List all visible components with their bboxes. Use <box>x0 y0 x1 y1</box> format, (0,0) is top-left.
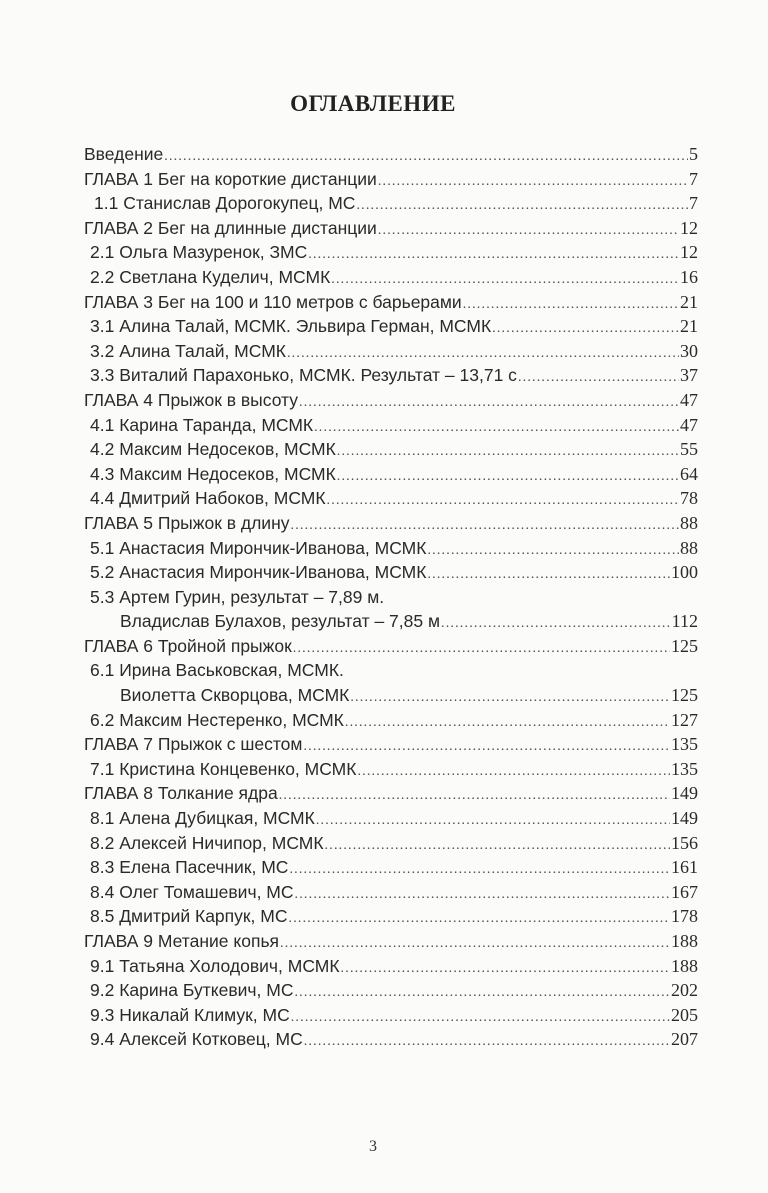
dot-leader <box>299 391 679 416</box>
toc-entry-page: 167 <box>671 881 698 902</box>
toc-entry-page: 205 <box>671 1004 698 1025</box>
toc-entry[interactable] <box>84 388 698 413</box>
toc-entry-page: 112 <box>671 611 698 632</box>
toc-entry-page: 100 <box>671 562 698 583</box>
toc-entry-label: 4.3 Максим Недосеков, МСМК <box>90 463 336 484</box>
toc-entry[interactable] <box>84 658 698 683</box>
toc-entry-label: Виолетта Скворцова, МСМК <box>120 685 350 706</box>
toc-entry[interactable] <box>84 1027 698 1052</box>
dot-leader <box>441 612 671 637</box>
toc-entry-label: 8.2 Алексей Ничипор, МСМК <box>90 832 324 853</box>
toc-entry[interactable] <box>84 363 698 388</box>
toc-entry-label: ГЛАВА 3 Бег на 100 и 110 метров с барьерами <box>84 291 462 312</box>
toc-entry-label: 3.1 Алина Талай, МСМК. Эльвира Герман, МСМК <box>90 316 492 337</box>
toc-entry-page: 47 <box>680 389 698 410</box>
toc-entry[interactable] <box>84 314 698 339</box>
toc-entry-label: 2.2 Светлана Куделич, МСМК <box>90 266 331 287</box>
toc-entry[interactable] <box>84 437 698 462</box>
toc-entry[interactable] <box>84 167 698 192</box>
dot-leader <box>492 317 679 342</box>
toc-entry-label: 2.1 Ольга Мазуренок, ЗМС <box>90 242 308 263</box>
dot-leader <box>378 170 688 195</box>
toc-entry-page: 7 <box>689 168 698 189</box>
dot-leader <box>356 194 688 219</box>
toc-entry-page: 161 <box>671 857 698 878</box>
toc-entry[interactable] <box>84 560 698 585</box>
toc-entry[interactable] <box>84 708 698 733</box>
toc-entry-label: 9.3 Никалай Климук, МС <box>90 1004 290 1025</box>
toc-entry-page: 64 <box>680 463 698 484</box>
toc-entry-page: 37 <box>680 365 698 386</box>
toc-entry-page: 188 <box>671 931 698 951</box>
toc-entry-label: 8.1 Алена Дубицкая, МСМК <box>90 808 315 829</box>
toc-entry-label: ГЛАВА 2 Бег на длинные дистанции <box>84 217 377 238</box>
toc-entry[interactable] <box>84 265 698 290</box>
toc-entry-page: 188 <box>671 955 698 976</box>
dot-leader <box>293 637 670 662</box>
toc-entry[interactable] <box>84 536 698 561</box>
toc-entry-page: 16 <box>680 266 698 287</box>
toc-entry-label: 5.1 Анастасия Мирончик-Иванова, МСМК <box>90 537 427 558</box>
toc-entry[interactable] <box>84 585 698 610</box>
toc-entry-page: 127 <box>671 709 698 730</box>
dot-leader <box>295 883 670 908</box>
toc-entry-label: 6.2 Максим Нестеренко, МСМК <box>90 709 344 730</box>
toc-entry[interactable] <box>84 240 698 265</box>
dot-leader <box>518 366 679 391</box>
toc-entry[interactable] <box>84 462 698 487</box>
toc-entry-label: 8.5 Дмитрий Карпук, МС <box>90 906 288 927</box>
dot-leader <box>291 1006 670 1031</box>
dot-leader <box>463 293 679 318</box>
toc-entry-label: 1.1 Станислав Дорогокупец, МС <box>94 193 356 214</box>
toc-entry-page: 21 <box>680 316 698 337</box>
toc-entry-page: 202 <box>671 980 698 1001</box>
toc-entry-label: 4.2 Максим Недосеков, МСМК <box>90 439 336 460</box>
toc-entry-page: 135 <box>671 734 698 755</box>
dot-leader <box>289 858 670 883</box>
dot-leader <box>314 416 679 441</box>
toc-entry-label: 4.1 Карина Таранда, МСМК <box>90 414 314 435</box>
toc-entry-page: 47 <box>680 414 698 435</box>
page-number: 3 <box>369 1138 377 1155</box>
toc-entry[interactable] <box>84 290 698 315</box>
dot-leader <box>345 711 670 736</box>
toc-entry[interactable] <box>84 954 698 979</box>
toc-entry-page: 55 <box>680 439 698 460</box>
toc-entry[interactable] <box>84 413 698 438</box>
toc-entry-label: Владислав Булахов, результат – 7,85 м <box>120 611 440 632</box>
dot-leader <box>337 440 679 465</box>
toc-entry[interactable] <box>84 339 698 364</box>
toc-entry[interactable] <box>84 757 698 782</box>
toc-entry-label: ГЛАВА 4 Прыжок в высоту <box>84 389 299 410</box>
toc-entry[interactable] <box>84 855 698 880</box>
toc-entry-label: 5.2 Анастасия Мирончик-Иванова, МСМК <box>90 562 427 583</box>
toc-entry-label: 9.2 Карина Буткевич, МС <box>90 980 294 1001</box>
toc-entry-label: 4.4 Дмитрий Набоков, МСМК <box>90 488 326 509</box>
toc-entry-label: 8.3 Елена Пасечник, МС <box>90 857 289 878</box>
dot-leader <box>289 907 671 932</box>
toc-entry-label: 8.4 Олег Томашевич, МС <box>90 881 294 902</box>
toc-entry-page: 12 <box>680 242 698 263</box>
toc-entry-page: 156 <box>671 832 698 853</box>
toc-entry-label: 3.2 Алина Талай, МСМК <box>90 340 286 361</box>
toc-entry-page: 78 <box>680 488 698 509</box>
dot-leader <box>357 760 670 785</box>
toc-entry-label: ГЛАВА 1 Бег на короткие дистанции <box>84 168 377 189</box>
toc-entry-continuation[interactable] <box>84 683 698 708</box>
toc-entry-page: 21 <box>680 291 698 312</box>
toc-entry-label: ГЛАВА 6 Тройной прыжок <box>84 635 292 656</box>
toc-entry-label: ГЛАВА 8 Толкание ядра <box>84 783 278 804</box>
toc-entry-label: ГЛАВА 9 Метание копья <box>84 931 280 951</box>
toc-entry-label: 3.3 Виталий Парахонько, МСМК. Результат – 13,71 с <box>90 365 517 386</box>
toc-entry-page: 7 <box>689 193 698 214</box>
table-of-contents <box>84 142 698 1052</box>
dot-leader <box>341 957 670 982</box>
dot-leader <box>427 563 670 588</box>
toc-entry[interactable] <box>84 806 698 831</box>
dot-leader <box>427 539 679 564</box>
toc-entry-page: 5 <box>689 144 698 164</box>
dot-leader <box>337 465 679 490</box>
toc-entry-label: ГЛАВА 7 Прыжок с шестом <box>84 734 303 755</box>
toc-entry-label: 7.1 Кристина Концевенко, МСМК <box>90 758 357 779</box>
dot-leader <box>350 686 670 711</box>
toc-entry[interactable] <box>84 142 698 167</box>
toc-entry-page: 125 <box>671 685 698 706</box>
toc-entry[interactable] <box>84 781 698 806</box>
dot-leader <box>327 489 679 514</box>
toc-entry-label: 9.4 Алексей Котковец, МС <box>90 1029 303 1050</box>
toc-entry-page: 149 <box>671 808 698 829</box>
dot-leader <box>378 219 679 244</box>
toc-entry-label: 9.1 Татьяна Холодович, МСМК <box>90 955 340 976</box>
toc-entry-page: 178 <box>671 906 698 927</box>
toc-entry[interactable] <box>84 1003 698 1028</box>
page-title: ОГЛАВЛЕНИЕ <box>290 91 456 117</box>
toc-entry[interactable] <box>84 732 698 757</box>
toc-entry[interactable] <box>84 191 698 216</box>
dot-leader <box>325 834 670 859</box>
toc-entry-label: 6.1 Ирина Васьковская, МСМК. <box>90 660 344 681</box>
toc-entry[interactable] <box>84 929 698 954</box>
toc-entry[interactable] <box>84 486 698 511</box>
dot-leader <box>294 981 670 1006</box>
toc-entry[interactable] <box>84 880 698 905</box>
toc-entry-page: 12 <box>680 217 698 238</box>
dot-leader <box>316 809 670 834</box>
toc-entry-page: 207 <box>671 1029 698 1050</box>
toc-entry-page: 149 <box>671 783 698 804</box>
toc-entry[interactable] <box>84 904 698 929</box>
toc-entry-label: Введение <box>84 144 164 164</box>
toc-entry[interactable] <box>84 831 698 856</box>
toc-entry-page: 135 <box>671 758 698 779</box>
toc-entry[interactable] <box>84 216 698 241</box>
dot-leader <box>304 1030 670 1055</box>
toc-entry-label: 5.3 Артем Гурин, результат – 7,89 м. <box>90 586 385 607</box>
toc-entry-continuation[interactable] <box>84 609 698 634</box>
toc-entry-page: 125 <box>671 635 698 656</box>
dot-leader <box>308 243 679 268</box>
toc-entry-page: 88 <box>680 537 698 558</box>
toc-entry[interactable] <box>84 978 698 1003</box>
toc-entry[interactable] <box>84 634 698 659</box>
dot-leader <box>303 735 670 760</box>
toc-entry-page: 88 <box>680 512 698 533</box>
toc-entry[interactable] <box>84 511 698 536</box>
toc-entry-page: 30 <box>680 340 698 361</box>
toc-entry-label: ГЛАВА 5 Прыжок в длину <box>84 512 290 533</box>
dot-leader <box>279 784 670 809</box>
